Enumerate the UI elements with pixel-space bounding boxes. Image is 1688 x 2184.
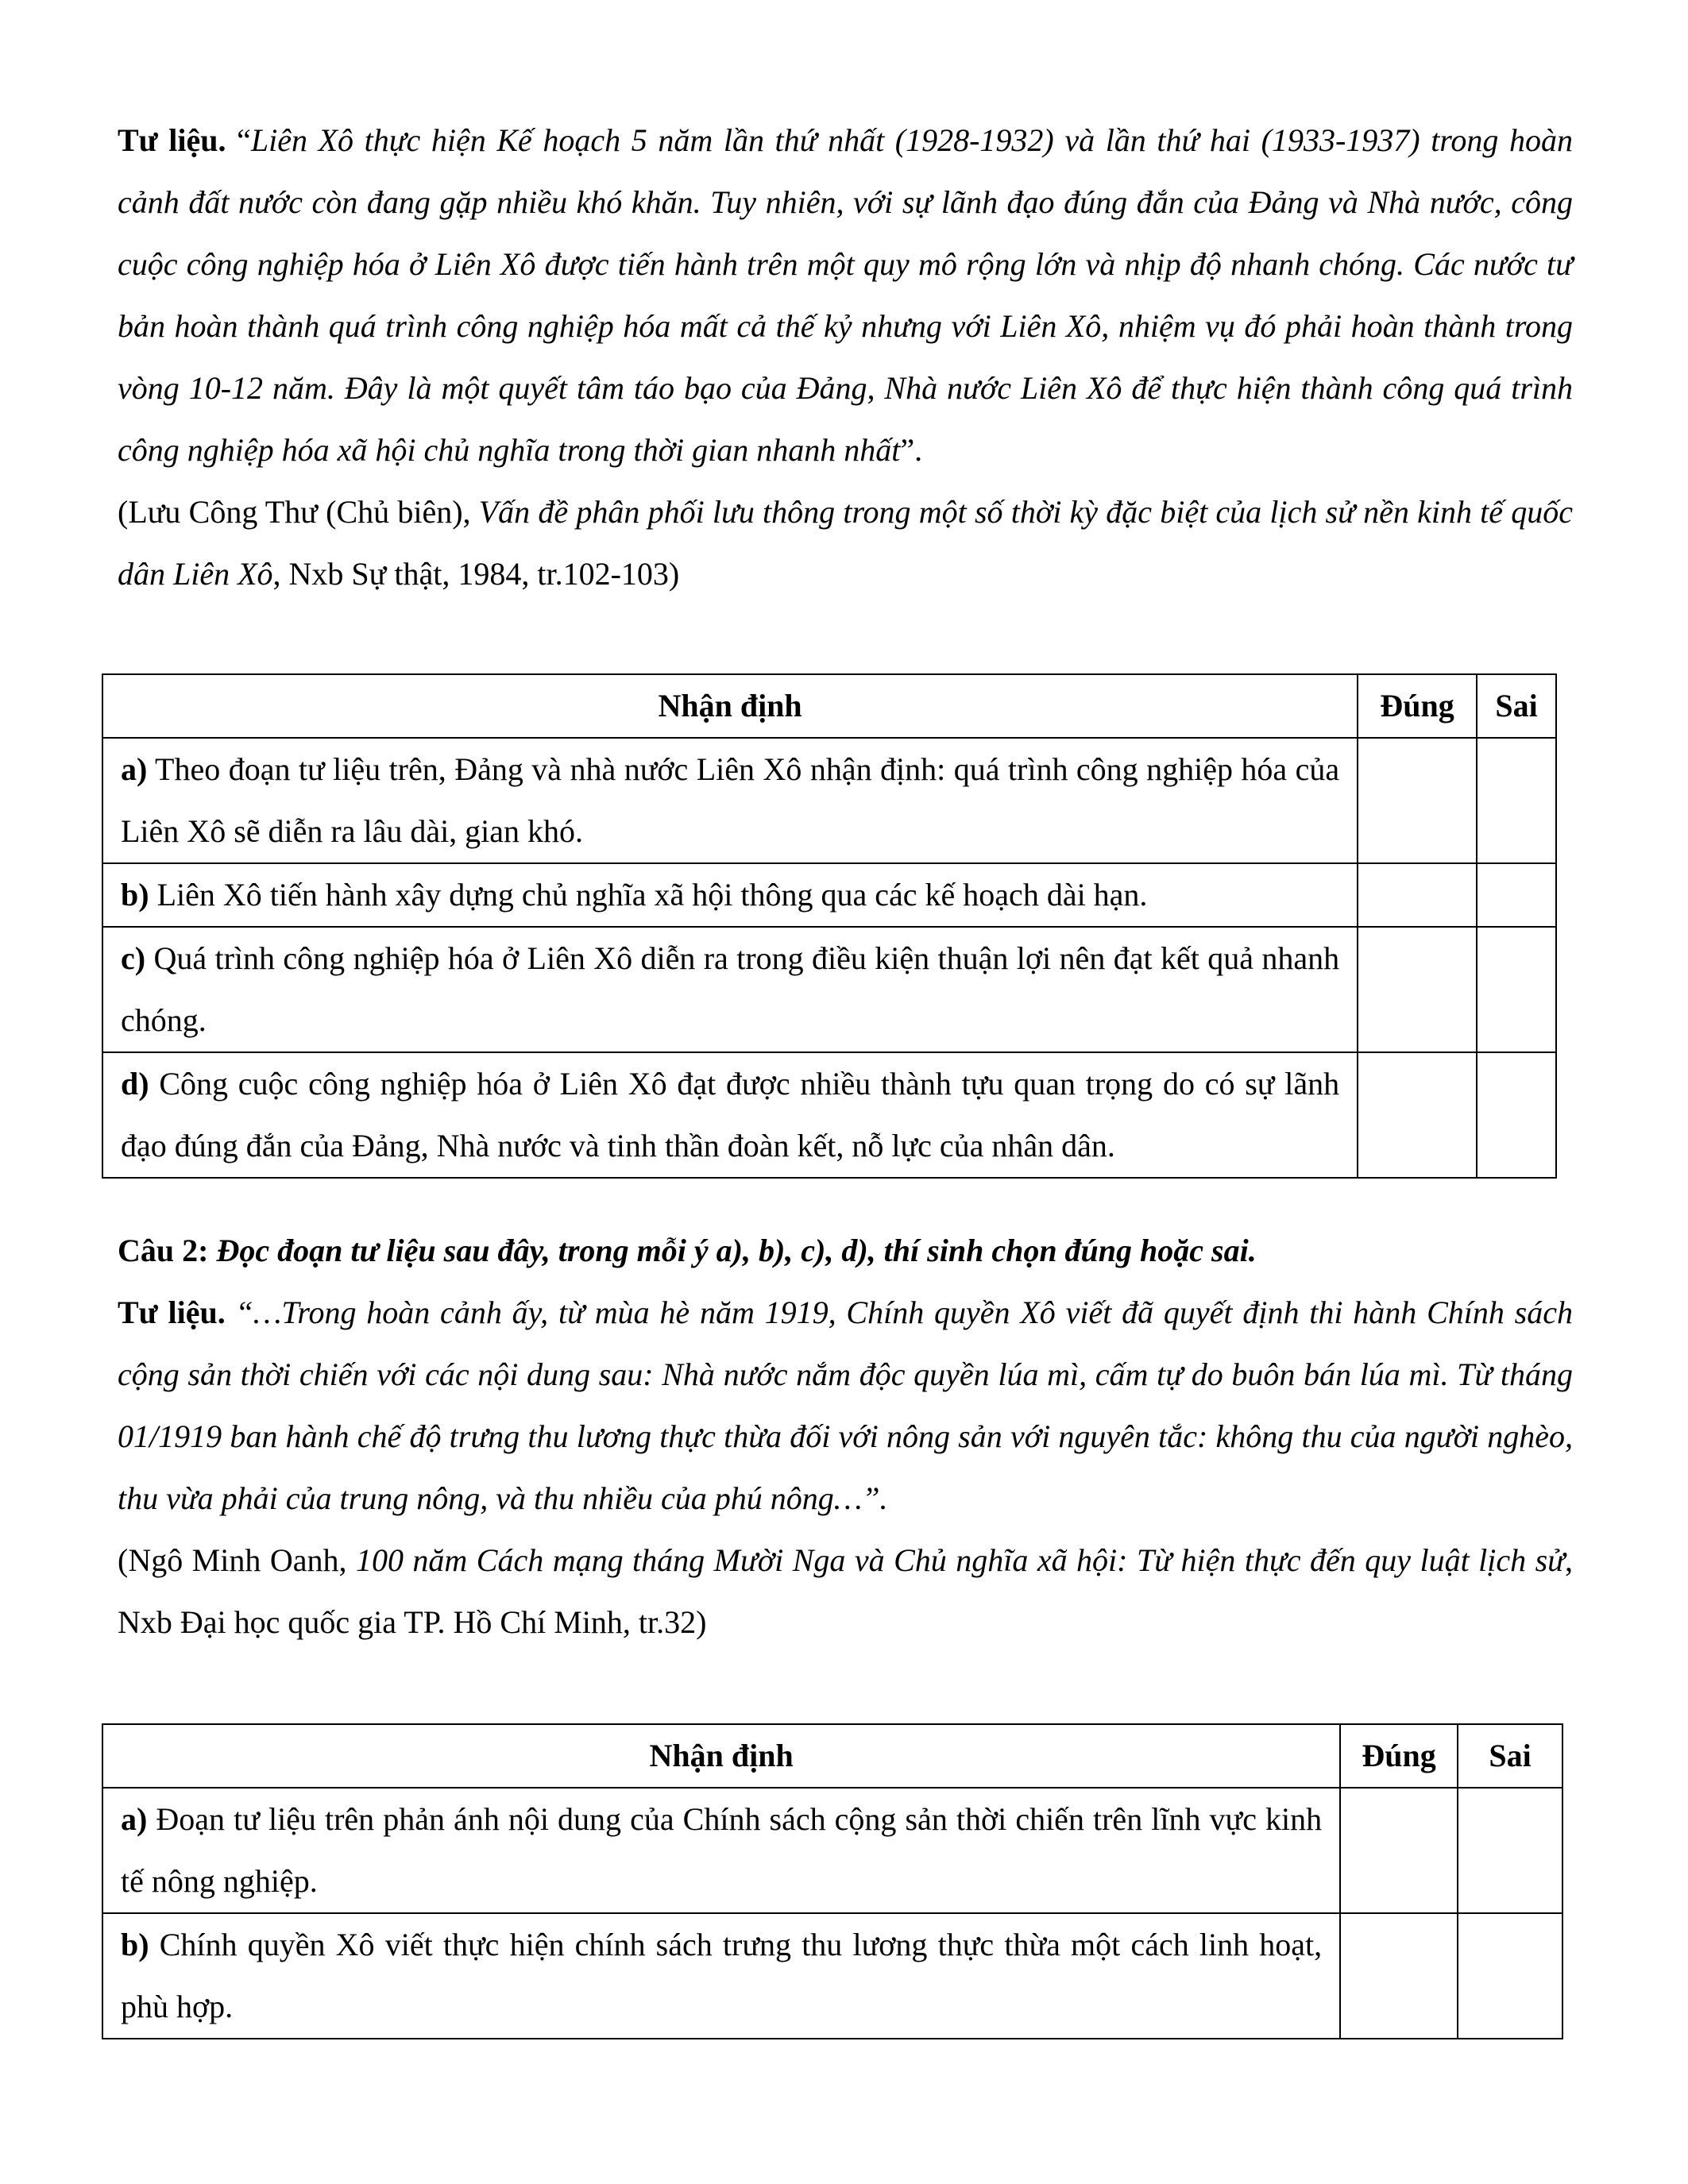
statement-label: d) [121,1066,149,1102]
source-1-quote-text: Liên Xô thực hiện Kế hoạch 5 năm lần thứ nhất (1928-1932) và lần thứ hai (1933-1937) trong hoàn cảnh đất nước còn đang gặp nhiều khó khăn. Tuy nhiên, với sự lãnh đạo đúng đắn của Đảng và Nhà nước, công cuộc công nghiệp hóa ở Liên Xô được tiến hành trên một quy mô rộng lớn và nhịp độ nhanh chóng. Các nước tư bản hoàn thành quá trình công nghiệp hóa mất cả thế kỷ nhưng với Liên Xô, nhiệm vụ đó phải hoàn thành trong vòng 10-12 năm. Đây là một quyết tâm táo bạo của Đảng, Nhà nước Liên Xô để thực hiện thành công quá trình công nghiệp hóa xã hội chủ nghĩa trong thời gian nhanh nhất [118,122,1573,468]
table-row [102,1788,1562,1913]
statement-table-2 [102,1723,1563,2039]
table-header-row [102,674,1556,738]
header-statement: Nhận định [102,1724,1340,1788]
true-answer-cell[interactable] [1358,927,1477,1052]
statement-label: b) [121,1927,149,1962]
header-statement: Nhận định [102,674,1358,738]
source-1-quote [118,110,1573,481]
false-answer-cell[interactable] [1458,1913,1562,2039]
source-2-citation [118,1530,1573,1653]
source-2-label: Tư liệu. [118,1295,226,1330]
statement-cell [102,1052,1358,1178]
table-header-row [102,1724,1562,1788]
false-answer-cell[interactable] [1477,927,1556,1052]
false-answer-cell[interactable] [1477,863,1556,927]
source-1-citation [118,481,1573,605]
question-2-instruction: Đọc đoạn tư liệu sau đây, trong mỗi ý a), b), c), d), thí sinh chọn đúng hoặc sai. [216,1233,1257,1268]
header-false: Sai [1477,674,1556,738]
question-2-label: Câu 2: [118,1233,209,1268]
header-true: Đúng [1358,674,1477,738]
true-answer-cell[interactable] [1340,1788,1458,1913]
source-1-quote-open: “ [226,122,251,158]
header-true: Đúng [1340,1724,1458,1788]
source-1-citation-title: Vấn đề phân phối lưu thông trong một số thời kỳ đặc biệt của lịch sử nền kinh tế quốc dân Liên Xô [118,494,1574,592]
false-answer-cell[interactable] [1458,1788,1562,1913]
source-2-citation-suffix: , Nxb Đại học quốc gia TP. Hồ Chí Minh, tr.32) [118,1542,1573,1640]
statement-text: Quá trình công nghiệp hóa ở Liên Xô diễn ra trong điều kiện thuận lợi nên đạt kết quả nhanh chóng. [121,940,1340,1038]
true-answer-cell[interactable] [1358,863,1477,927]
true-answer-cell[interactable] [1340,1913,1458,2039]
statement-label: c) [121,940,146,976]
question-2-heading [118,1220,1573,1282]
statement-table-1 [102,673,1557,1179]
source-2-citation-prefix: (Ngô Minh Oanh, [118,1542,356,1578]
statement-label: b) [121,877,149,913]
source-2-quote-text: “…Trong hoàn cảnh ấy, từ mùa hè năm 1919, Chính quyền Xô viết đã quyết định thi hành Chính sách cộng sản thời chiến với các nội dung sau: Nhà nước nắm độc quyền lúa mì, cấm tự do buôn bán lúa mì. Từ tháng 01/1919 ban hành chế độ trưng thu lương thực thừa đối với nông sản với nguyên tắc: không thu của người nghèo, thu vừa phải của trung nông, và thu nhiều của phú nông…”. [118,1295,1573,1516]
statement-text: Công cuộc công nghiệp hóa ở Liên Xô đạt được nhiều thành tựu quan trọng do có sự lãnh đạo đúng đắn của Đảng, Nhà nước và tinh thần đoàn kết, nỗ lực của nhân dân. [121,1066,1340,1163]
statement-text: Đoạn tư liệu trên phản ánh nội dung của Chính sách cộng sản thời chiến trên lĩnh vực kinh tế nông nghiệp. [121,1801,1323,1899]
statement-text: Chính quyền Xô viết thực hiện chính sách trưng thu lương thực thừa một cách linh hoạt, phù hợp. [121,1927,1323,2024]
question-2-block [118,1220,1573,1653]
statement-cell [102,927,1358,1052]
source-2-citation-title: 100 năm Cách mạng tháng Mười Nga và Chủ nghĩa xã hội: Từ hiện thực đến quy luật lịch sử [355,1542,1565,1578]
statement-cell [102,863,1358,927]
header-false: Sai [1458,1724,1562,1788]
statement-text: Liên Xô tiến hành xây dựng chủ nghĩa xã hội thông qua các kế hoạch dài hạn. [149,877,1148,913]
table-row [102,738,1556,863]
table-row [102,1052,1556,1178]
document-page [118,110,1573,605]
source-1-citation-prefix: (Lưu Công Thư (Chủ biên), [118,494,479,530]
source-2-quote [118,1282,1573,1530]
statement-cell [102,1788,1340,1913]
statement-cell [102,738,1358,863]
source-1-label: Tư liệu. [118,122,226,158]
table-row [102,1913,1562,2039]
false-answer-cell[interactable] [1477,738,1556,863]
statement-text: Theo đoạn tư liệu trên, Đảng và nhà nước Liên Xô nhận định: quá trình công nghiệp hóa của Liên Xô sẽ diễn ra lâu dài, gian khó. [121,751,1340,849]
statement-label: a) [121,1801,148,1837]
source-1-citation-suffix: , Nxb Sự thật, 1984, tr.102-103) [272,556,680,592]
true-answer-cell[interactable] [1358,738,1477,863]
false-answer-cell[interactable] [1477,1052,1556,1178]
statement-label: a) [121,751,148,787]
statement-cell [102,1913,1340,2039]
table-row [102,863,1556,927]
table-row [102,927,1556,1052]
source-1-quote-close: ”. [900,432,923,468]
true-answer-cell[interactable] [1358,1052,1477,1178]
